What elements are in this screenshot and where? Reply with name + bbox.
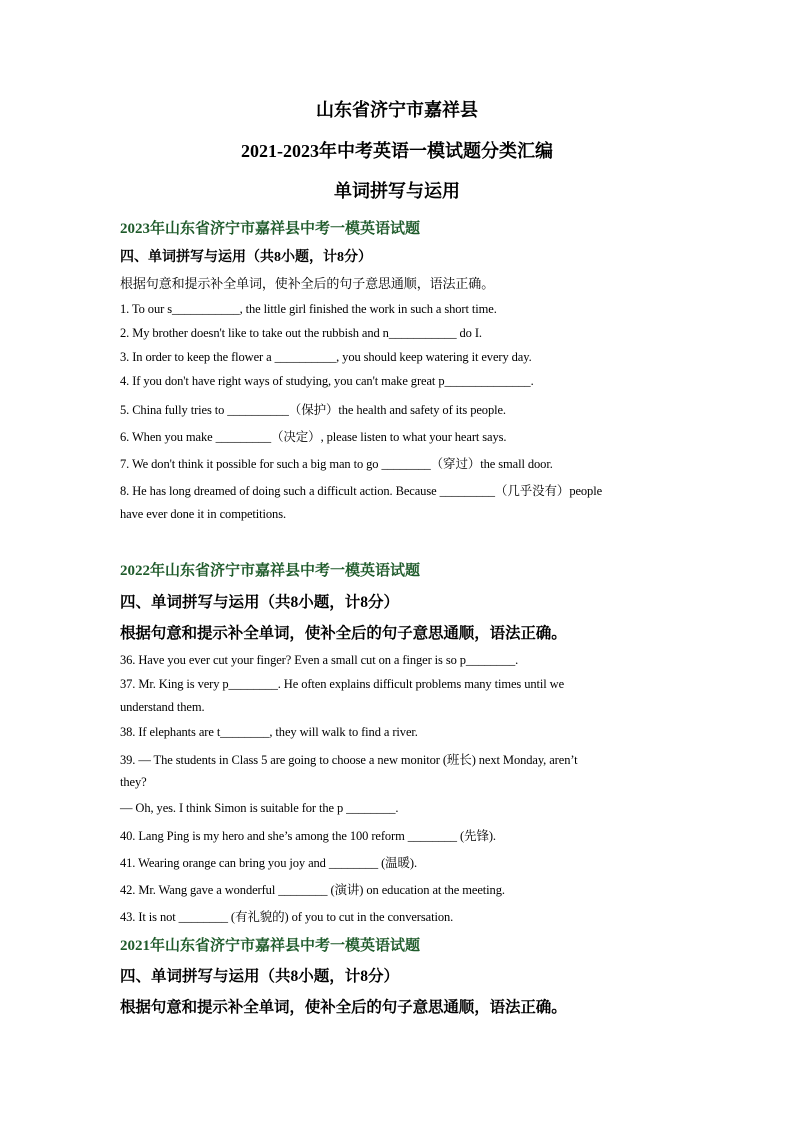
question-line: 42. Mr. Wang gave a wonderful ________ (演讲) on education at the meeting. [120, 883, 505, 897]
part-heading-2023: 四、单词拼写与运用（共8小题，计8分） [120, 250, 372, 265]
question-line: 7. We don't think it possible for such a big man to go ________（穿过）the small door. [120, 457, 553, 471]
part-heading-2021: 四、单词拼写与运用（共8小题，计8分） [120, 968, 400, 985]
question-line: 1. To our s___________, the little girl finished the work in such a short time. [120, 302, 497, 316]
doc-title-region: 山东省济宁市嘉祥县 [316, 100, 478, 120]
question-line: 4. If you don't have right ways of studying, you can't make great p______________. [120, 374, 534, 388]
question-line: 36. Have you ever cut your finger? Even a small cut on a finger is so p________. [120, 653, 519, 667]
question-line: 41. Wearing orange can bring you joy and ________ (温暖). [120, 856, 418, 870]
question-line: 38. If elephants are t________, they will walk to find a river. [120, 725, 418, 739]
question-line: 40. Lang Ping is my hero and she’s among the 100 reform ________ (先锋). [120, 829, 496, 843]
question-line: 5. China fully tries to __________（保护）the health and safety of its people. [120, 403, 506, 417]
question-line: 3. In order to keep the flower a __________, you should keep watering it every day. [120, 350, 532, 364]
question-line: 43. It is not ________ (有礼貌的) of you to cut in the conversation. [120, 910, 454, 924]
question-line: they? [120, 775, 147, 789]
doc-title-topic: 单词拼写与运用 [334, 181, 460, 201]
question-line: 6. When you make _________（决定）, please listen to what your heart says. [120, 430, 507, 444]
instruction-2022: 根据句意和提示补全单词，使补全后的句子意思通顺，语法正确。 [120, 625, 567, 642]
section-heading-2022: 2022年山东省济宁市嘉祥县中考一模英语试题 [120, 563, 421, 579]
question-line: 39. — The students in Class 5 are going to choose a new monitor (班长) next Monday, aren’t [120, 753, 578, 767]
part-heading-2022: 四、单词拼写与运用（共8小题，计8分） [120, 594, 400, 611]
question-line: 37. Mr. King is very p________. He often explains difficult problems many times until we [120, 677, 565, 691]
section-heading-2021: 2021年山东省济宁市嘉祥县中考一模英语试题 [120, 938, 421, 954]
question-line: understand them. [120, 700, 205, 714]
doc-title-series: 2021-2023年中考英语一模试题分类汇编 [241, 141, 553, 161]
question-line: 2. My brother doesn't like to take out the rubbish and n___________ do I. [120, 326, 482, 340]
question-line: — Oh, yes. I think Simon is suitable for the p ________. [120, 801, 399, 815]
section-heading-2023: 2023年山东省济宁市嘉祥县中考一模英语试题 [120, 221, 421, 237]
instruction-2023: 根据句意和提示补全单词，使补全后的句子意思通顺，语法正确。 [120, 276, 495, 291]
question-line: have ever done it in competitions. [120, 507, 286, 521]
question-line: 8. He has long dreamed of doing such a difficult action. Because _________（几乎没有）people [120, 484, 603, 498]
instruction-2021: 根据句意和提示补全单词，使补全后的句子意思通顺，语法正确。 [120, 999, 567, 1016]
